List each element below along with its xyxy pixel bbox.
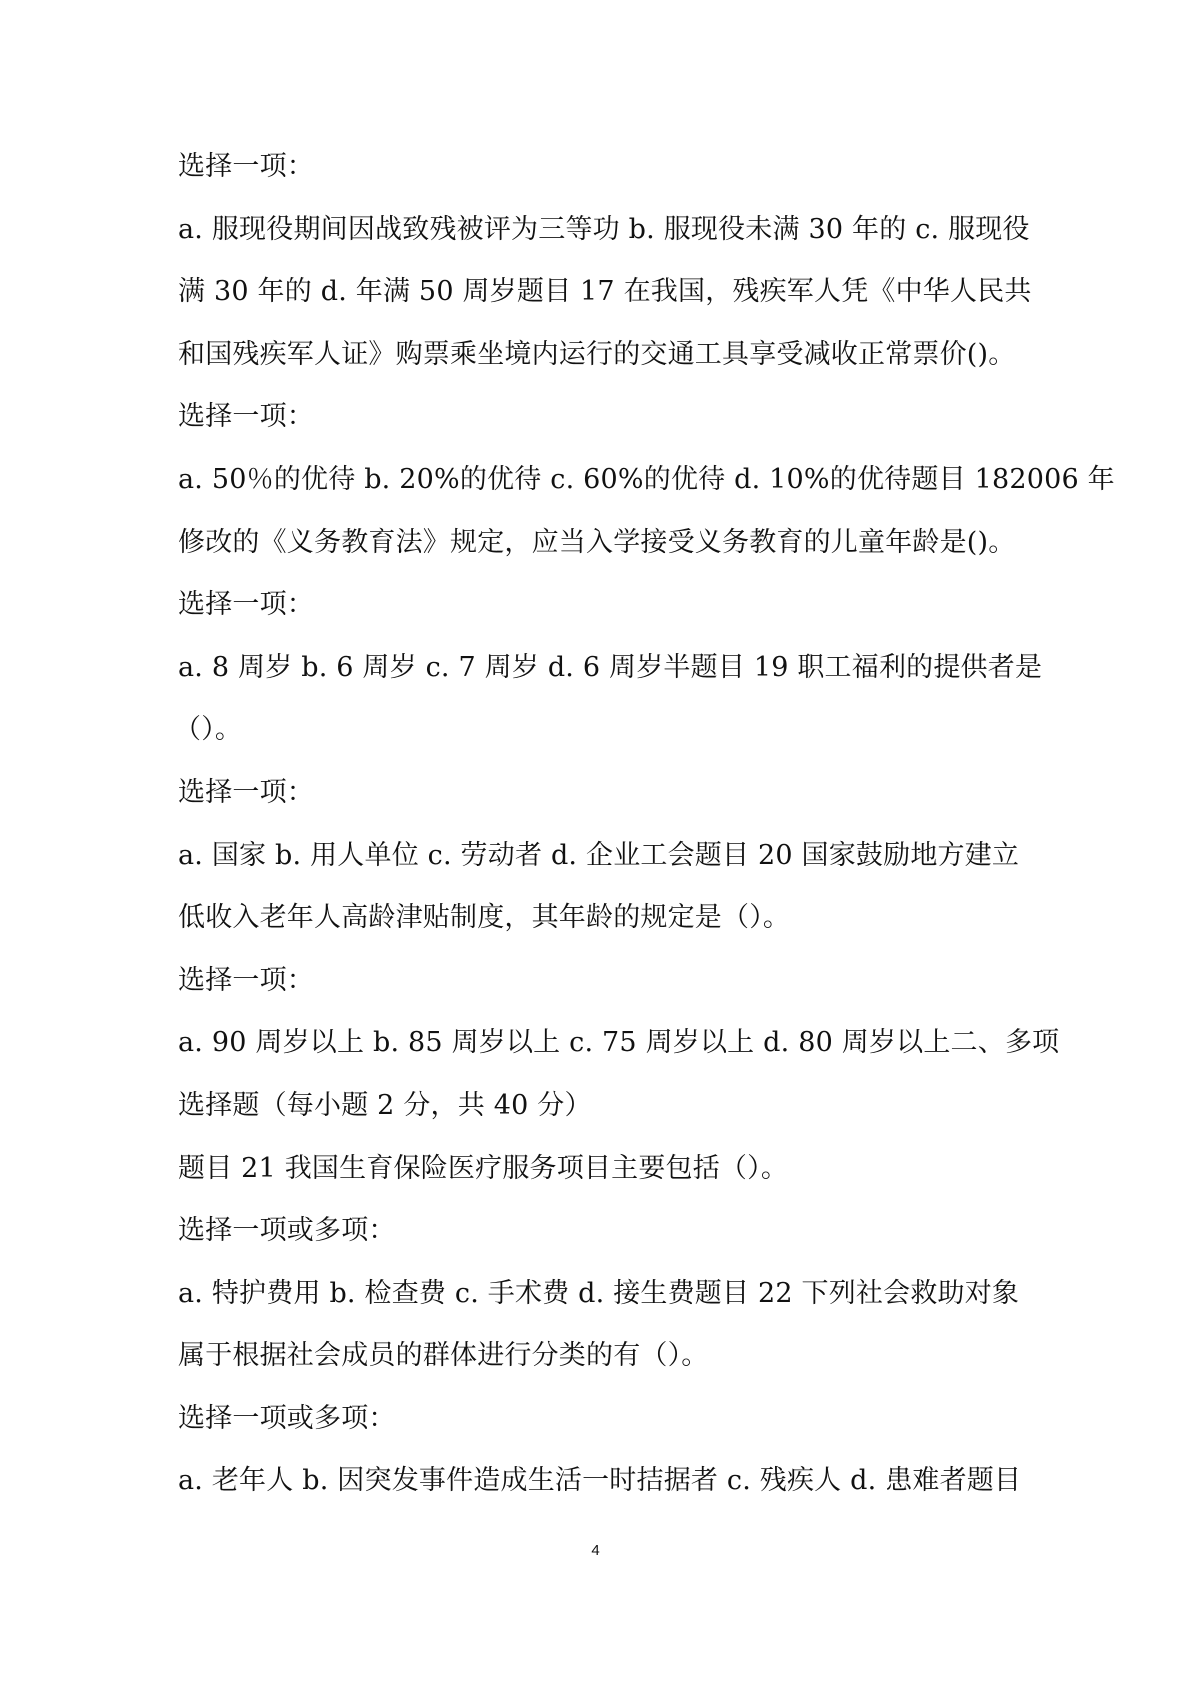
text-line: 满 30 年的 d. 年满 50 周岁题目 17 在我国，残疾军人凭《中华人民共 [178,276,1032,308]
text-line: a. 90 周岁以上 b. 85 周岁以上 c. 75 周岁以上 d. 80 周岁以上二、多项 [178,1027,1060,1059]
text-line: 低收入老年人高龄津贴制度，其年龄的规定是（）。 [178,902,791,934]
text-line: 和国残疾军人证》购票乘坐境内运行的交通工具享受减收正常票价()。 [178,338,1016,370]
text-line: 选择题（每小题 2 分，共 40 分） [178,1089,592,1121]
text-line: a. 8 周岁 b. 6 周岁 c. 7 周岁 d. 6 周岁半题目 19 职工福利的提供者是 [178,651,1043,683]
text-line: 属于根据社会成员的群体进行分类的有（）。 [178,1340,709,1372]
text-line: 选择一项或多项： [178,1215,396,1247]
text-line: （）。 [174,714,243,746]
text-line: 选择一项： [178,401,314,433]
text-line: a. 特护费用 b. 检查费 c. 手术费 d. 接生费题目 22 下列社会救助对象 [178,1277,1020,1309]
text-line: a. 50％的优待 b. 20%的优待 c. 60%的优待 d. 10%的优待题目 182006 年 [178,463,1115,495]
text-line: 选择一项： [178,776,314,808]
page-number: 4 [591,1542,600,1559]
text-line: a. 老年人 b. 因突发事件造成生活一时拮据者 c. 残疾人 d. 患难者题目 [178,1465,1022,1497]
document-body [174,136,1115,1513]
text-line: 选择一项： [178,964,314,996]
text-line: a. 服现役期间因战致残被评为三等功 b. 服现役未满 30 年的 c. 服现役 [178,213,1030,245]
text-line: 题目 21 我国生育保险医疗服务项目主要包括（）。 [178,1152,789,1184]
text-line: 修改的《义务教育法》规定，应当入学接受义务教育的儿童年龄是()。 [178,526,1016,558]
text-line: a. 国家 b. 用人单位 c. 劳动者 d. 企业工会题目 20 国家鼓励地方建立 [178,839,1020,871]
text-line: 选择一项： [178,589,314,621]
text-line: 选择一项： [178,151,314,182]
text-line: 选择一项或多项： [178,1402,396,1434]
